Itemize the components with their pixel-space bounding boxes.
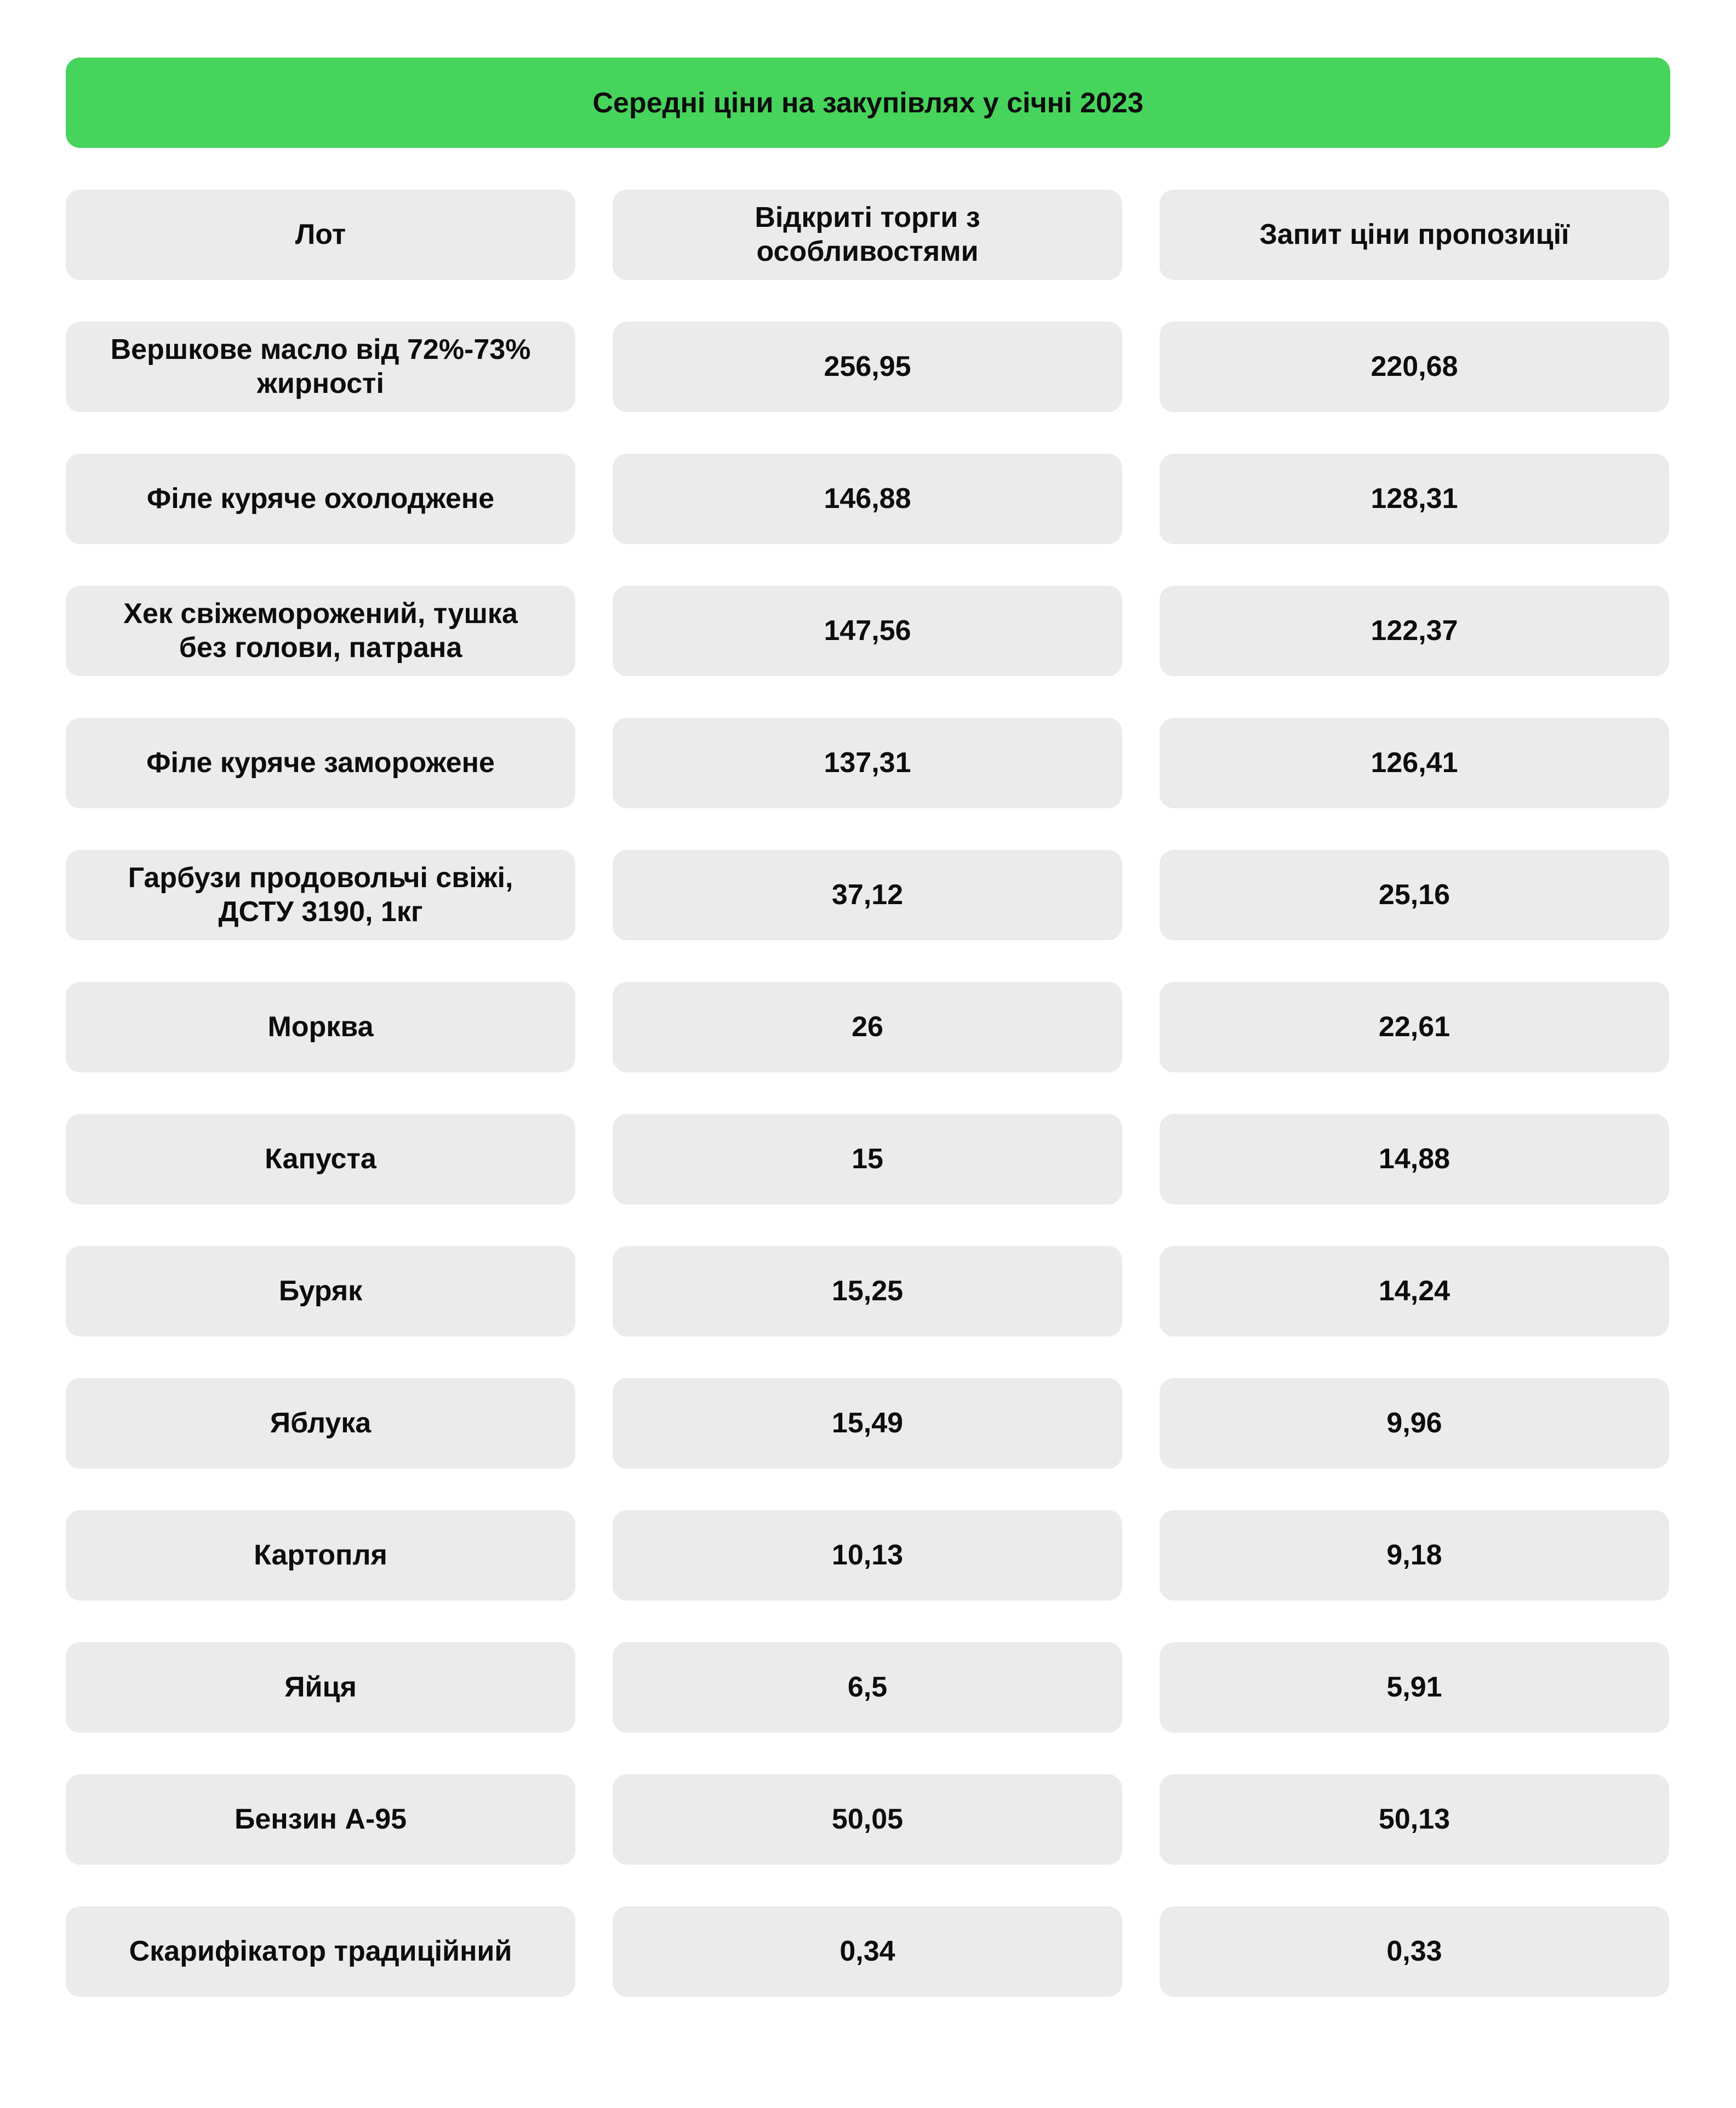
open-bidding-value-cell: 10,13 bbox=[613, 1510, 1122, 1601]
price-request-value-cell: 9,18 bbox=[1160, 1510, 1669, 1601]
lot-cell: Яблука bbox=[66, 1378, 575, 1469]
column-header-lot: Лот bbox=[66, 190, 575, 280]
open-bidding-value-cell: 37,12 bbox=[613, 850, 1122, 940]
column-header-open-bidding: Відкриті торги з особливостями bbox=[613, 190, 1122, 280]
lot-cell: Яйця bbox=[66, 1642, 575, 1733]
price-request-value-cell: 5,91 bbox=[1160, 1642, 1669, 1733]
column-header-price-request: Запит ціни пропозиції bbox=[1160, 190, 1669, 280]
open-bidding-value-cell: 137,31 bbox=[613, 718, 1122, 808]
lot-cell: Морква bbox=[66, 982, 575, 1072]
price-request-value-cell: 0,33 bbox=[1160, 1906, 1669, 1997]
open-bidding-value-cell: 50,05 bbox=[613, 1774, 1122, 1865]
lot-cell: Філе куряче охолоджене bbox=[66, 454, 575, 544]
price-request-value-cell: 14,24 bbox=[1160, 1246, 1669, 1336]
open-bidding-value-cell: 15,49 bbox=[613, 1378, 1122, 1469]
price-table bbox=[66, 190, 1670, 1997]
price-request-value-cell: 220,68 bbox=[1160, 322, 1669, 412]
price-request-value-cell: 122,37 bbox=[1160, 586, 1669, 676]
open-bidding-value-cell: 0,34 bbox=[613, 1906, 1122, 1997]
title-banner bbox=[66, 58, 1670, 148]
price-request-value-cell: 126,41 bbox=[1160, 718, 1669, 808]
open-bidding-value-cell: 146,88 bbox=[613, 454, 1122, 544]
open-bidding-value-cell: 256,95 bbox=[613, 322, 1122, 412]
price-request-value-cell: 128,31 bbox=[1160, 454, 1669, 544]
open-bidding-value-cell: 15 bbox=[613, 1114, 1122, 1204]
price-request-value-cell: 25,16 bbox=[1160, 850, 1669, 940]
page-title: Середні ціни на закупівлях у січні 2023 bbox=[592, 87, 1144, 119]
open-bidding-value-cell: 6,5 bbox=[613, 1642, 1122, 1733]
lot-cell: Картопля bbox=[66, 1510, 575, 1601]
price-request-value-cell: 9,96 bbox=[1160, 1378, 1669, 1469]
price-request-value-cell: 50,13 bbox=[1160, 1774, 1669, 1865]
lot-cell: Хек свіжеморожений, тушка без голови, патрана bbox=[66, 586, 575, 676]
price-request-value-cell: 14,88 bbox=[1160, 1114, 1669, 1204]
lot-cell: Філе куряче заморожене bbox=[66, 718, 575, 808]
lot-cell: Вершкове масло від 72%-73% жирності bbox=[66, 322, 575, 412]
price-request-value-cell: 22,61 bbox=[1160, 982, 1669, 1072]
lot-cell: Капуста bbox=[66, 1114, 575, 1204]
open-bidding-value-cell: 15,25 bbox=[613, 1246, 1122, 1336]
lot-cell: Буряк bbox=[66, 1246, 575, 1336]
lot-cell: Скарифікатор традиційний bbox=[66, 1906, 575, 1997]
open-bidding-value-cell: 147,56 bbox=[613, 586, 1122, 676]
open-bidding-value-cell: 26 bbox=[613, 982, 1122, 1072]
lot-cell: Гарбузи продовольчі свіжі, ДСТУ 3190, 1кг bbox=[66, 850, 575, 940]
lot-cell: Бензин А-95 bbox=[66, 1774, 575, 1865]
